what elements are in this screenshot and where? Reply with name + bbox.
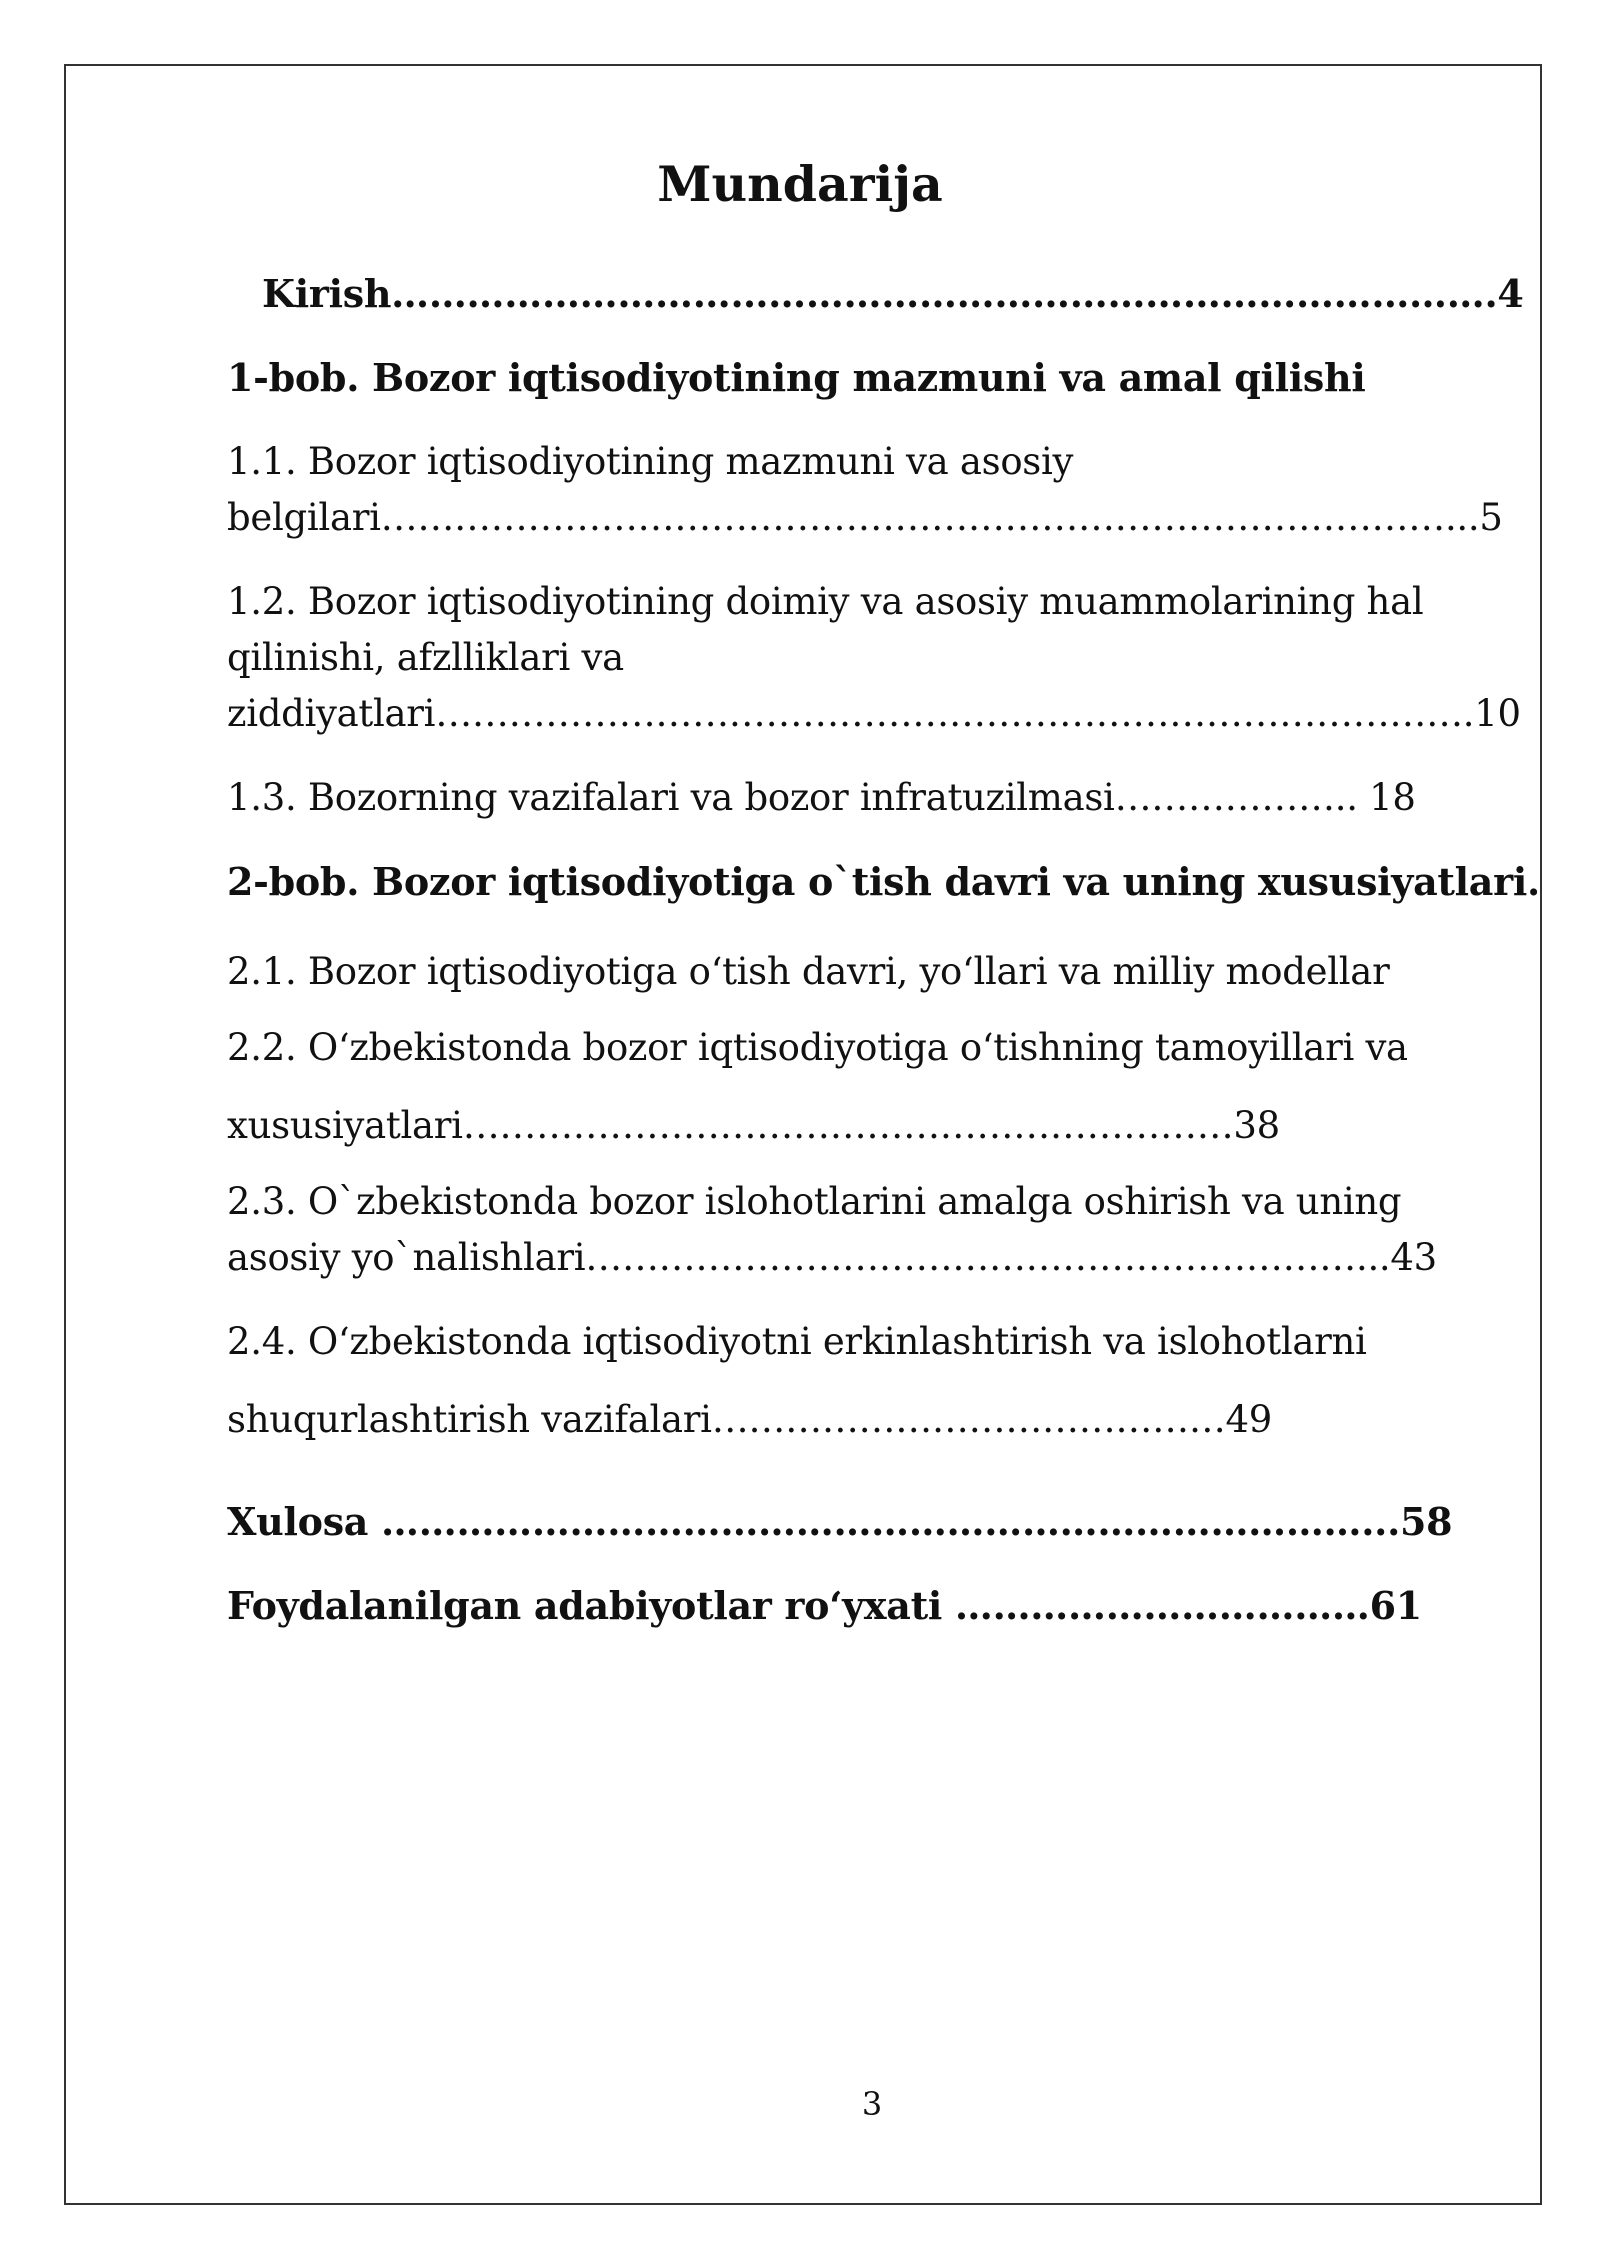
toc-entry-references[interactable]: Foydalanilgan adabiyotlar ro‘yxati ……………………………61 [227,1583,1422,1628]
toc-entry-conclusion[interactable]: Xulosa ……………………………………………………………………...58 [227,1499,1453,1544]
page-title: Mundarija [657,155,943,213]
toc-chapter-1[interactable]: 1-bob. Bozor iqtisodiyotining mazmuni va amal qilishi [227,355,1366,400]
toc-entry-2-1[interactable]: 2.1. Bozor iqtisodiyotiga o‘tish davri, yo‘llari va milliy modellar [227,950,1390,993]
toc-entry-1-2-line1[interactable]: 1.2. Bozor iqtisodiyotining doimiy va asosiy muammolarining hal [227,580,1424,623]
toc-entry-1-1-line1[interactable]: 1.1. Bozor iqtisodiyotining mazmuni va asosiy [227,440,1074,483]
toc-entry-2-2-line2[interactable]: xususiyatlari………………………………………………………38 [227,1104,1280,1147]
toc-entry-1-3[interactable]: 1.3. Bozorning vazifalari va bozor infratuzilmasi……………….. 18 [227,776,1416,819]
toc-entry-2-3-line1[interactable]: 2.3. O`zbekistonda bozor islohotlarini amalga oshirish va uning [227,1180,1402,1223]
toc-chapter-2[interactable]: 2-bob. Bozor iqtisodiyotiga o`tish davri va uning xususiyatlari. [227,859,1540,904]
toc-entry-2-4-line2[interactable]: shuqurlashtirish vazifalari……………………………………49 [227,1398,1273,1441]
toc-entry-2-3-line2[interactable]: asosiy yo`nalishlari………………………………………………………...43 [227,1236,1437,1279]
toc-entry-intro[interactable]: Kirish…………………………………………………………………………….4 [262,271,1524,316]
toc-entry-1-2-line3[interactable]: ziddiyatlari………………………………………………………………………….10 [227,692,1521,735]
toc-entry-2-4-line1[interactable]: 2.4. O‘zbekistonda iqtisodiyotni erkinlashtirish va islohotlarni [227,1320,1367,1363]
toc-entry-2-2-line1[interactable]: 2.2. O‘zbekistonda bozor iqtisodiyotiga o‘tishning tamoyillari va [227,1026,1408,1069]
page-number: 3 [861,2085,883,2123]
toc-entry-1-1-line2[interactable]: belgilari……………………………………………………………………………...5 [227,496,1503,539]
toc-entry-1-2-line2[interactable]: qilinishi, afzlliklari va [227,636,624,679]
